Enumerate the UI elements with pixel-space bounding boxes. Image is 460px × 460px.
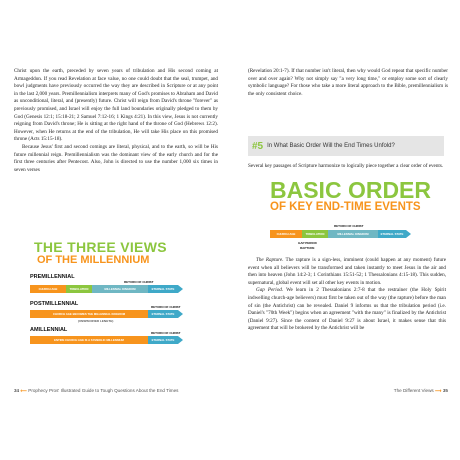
premillennial-eternal-state: ETERNAL STATE [148, 285, 178, 293]
gap-period-label: GAP PERIOD [298, 241, 317, 245]
postmillennial-arrow-icon [178, 310, 183, 318]
premillennial-timeline [30, 285, 183, 293]
gap-text: We learn in 2 Thessalonians 2:7-8 that the restrainer (the Holy Spirit indwelling church-age believers) must first be taken out of the way (the rapture) before the man of sin (the Antichrist) can be revealed. Daniel 9 informs us that the tribulation period (i.e. Daniel's "70th Week") begins when an agreement "with the many" is finalized by the Antichrist (Daniel 9:27). Since the content of Daniel 9:27 is about Israel, it makes sense that this agreement that will be brokered by the Antichrist will be [248, 287, 446, 332]
basic-church-age: CHURCH AGE [270, 230, 302, 238]
amillennial-arrow-icon [178, 336, 183, 344]
section-number: #5 [252, 140, 264, 152]
rapture-lead: The Rapture. [256, 257, 284, 263]
postmillennial-return-label: RETURN OF CHRIST [151, 305, 181, 309]
right-top-text: (Revelation 20:1-7). If that number isn't literal, then why would God repeat that specific number over and over again? Why not simply say "a very long time," or employ some sort of clearly symbolic language? For those who take a more literal approach to the Bible, premillennialism is the only consistent choice. [248, 68, 448, 97]
rapture-paragraph [248, 257, 446, 287]
three-views-subtitle: OF THE MILLENNIUM [37, 254, 150, 266]
right-intro-text: Several key passages of Scripture harmonize to logically piece together a clear order of events. [248, 163, 444, 169]
left-paragraph-1: Christ upon the earth, preceded by seven years of tribulation and His second coming at Armageddon. If you read Revelation at face value, no one could doubt that the seal, trumpet, and bowl judgments have previously occurred the way they are described in Scripture or at any point in the last 2,000 years. Premillennialism interprets many of God's promises to Abraham and David as unconditional, literal, and (presently) future. Christ will reign from David's throne "forever" as previously promised, and Israel will enjoy the full land boundaries originally pledged to them by God (Genesis 12:1; 15:18-21; 2 Samuel 7:12-16; 1 Kings 4:21). In this view, Jesus is not currently reigning from David's throne; He is sitting at the right hand of the throne of God (Hebrews 12:2). However, when He returns at the end of the tribulation, He will take His place on this promised throne (Acts 15:15-18). [14, 68, 218, 143]
amillennial-label: AMILLENNIAL [30, 327, 68, 333]
left-page [6, 57, 228, 395]
premillennial-church-age: CHURCH AGE [30, 285, 66, 293]
right-body-text [248, 257, 446, 333]
gap-paragraph [248, 287, 446, 333]
right-page [238, 57, 454, 395]
left-arrow-icon: ⟵ [20, 388, 27, 393]
amillennial-eternal-state: ETERNAL STATE [148, 336, 178, 344]
premillennial-return-label: RETURN OF CHRIST [124, 280, 154, 284]
basic-order-title: BASIC ORDER [270, 177, 432, 203]
left-footer-title: Prophecy Pros' Illustrated Guide to Tough Questions About the End Times [28, 388, 179, 393]
basic-order-subtitle: OF KEY END-TIME EVENTS [270, 201, 421, 213]
amillennial-timeline [30, 336, 183, 344]
basic-order-return-label: RETURN OF CHRIST [334, 224, 364, 228]
postmillennial-eternal-state: ETERNAL STATE [148, 310, 178, 318]
section-heading [248, 136, 444, 156]
left-page-number: 34 [14, 388, 20, 393]
postmillennial-timeline [30, 310, 183, 318]
basic-eternal-state: ETERNAL STATE [378, 230, 406, 238]
premillennial-tribulation: TRIBULATION [66, 285, 92, 293]
rapture-text: The rapture is a sign-less, imminent (could happen at any moment) future event when all believers will be transformed and taken instantly to meet Jesus in the air and then into heaven (John 14:2-3; 1 Corinthians 15:51-52; 1 Thessalonians 4:15-18). This sudden, supernatural, global event will set all other key events in motion. [248, 257, 447, 286]
right-page-number: 35 [442, 388, 448, 393]
right-footer [394, 388, 448, 394]
left-footer [14, 388, 178, 394]
basic-order-timeline [270, 230, 411, 238]
basic-tribulation: TRIBULATION [302, 230, 328, 238]
postmillennial-label: POSTMILLENNIAL [30, 301, 79, 307]
postmillennial-sub-label: (UNSPECIFIED LENGTH) [78, 319, 114, 323]
premillennial-arrow-icon [178, 285, 183, 293]
gap-lead: Gap Period. [256, 287, 284, 294]
right-footer-title: The Different Views [393, 388, 434, 393]
premillennial-label: PREMILLENNIAL [30, 274, 75, 280]
left-body-text [14, 68, 218, 174]
premillennial-kingdom: MILLENNIAL KINGDOM [92, 285, 148, 293]
book-spread [0, 57, 460, 395]
rapture-label: RAPTURE [300, 246, 315, 250]
three-views-title: THE THREE VIEWS [34, 239, 167, 255]
basic-kingdom: MILLENNIAL KINGDOM [328, 230, 378, 238]
amillennial-return-label: RETURN OF CHRIST [151, 331, 181, 335]
left-paragraph-2: Because Jesus' first and second comings are literal, physical, and to the earth, so will be His future millennial reign. Premillennialism was the dominant view of the early church and for the first three centuries after Pentecost. Also, John is directed to use the number 1,000 six times in seven verses [14, 143, 218, 173]
postmillennial-church-kingdom: CHURCH AGE BECOMES THE MILLENNIAL KINGDOM [30, 310, 148, 318]
section-title: In What Basic Order Will the End Times Unfold? [267, 143, 395, 149]
basic-arrow-icon [406, 230, 411, 238]
amillennial-church-age: ENTIRE CHURCH AGE IS A SYMBOLIC MILLENNIUM [30, 336, 148, 344]
right-arrow-icon: ⟶ [435, 388, 442, 393]
